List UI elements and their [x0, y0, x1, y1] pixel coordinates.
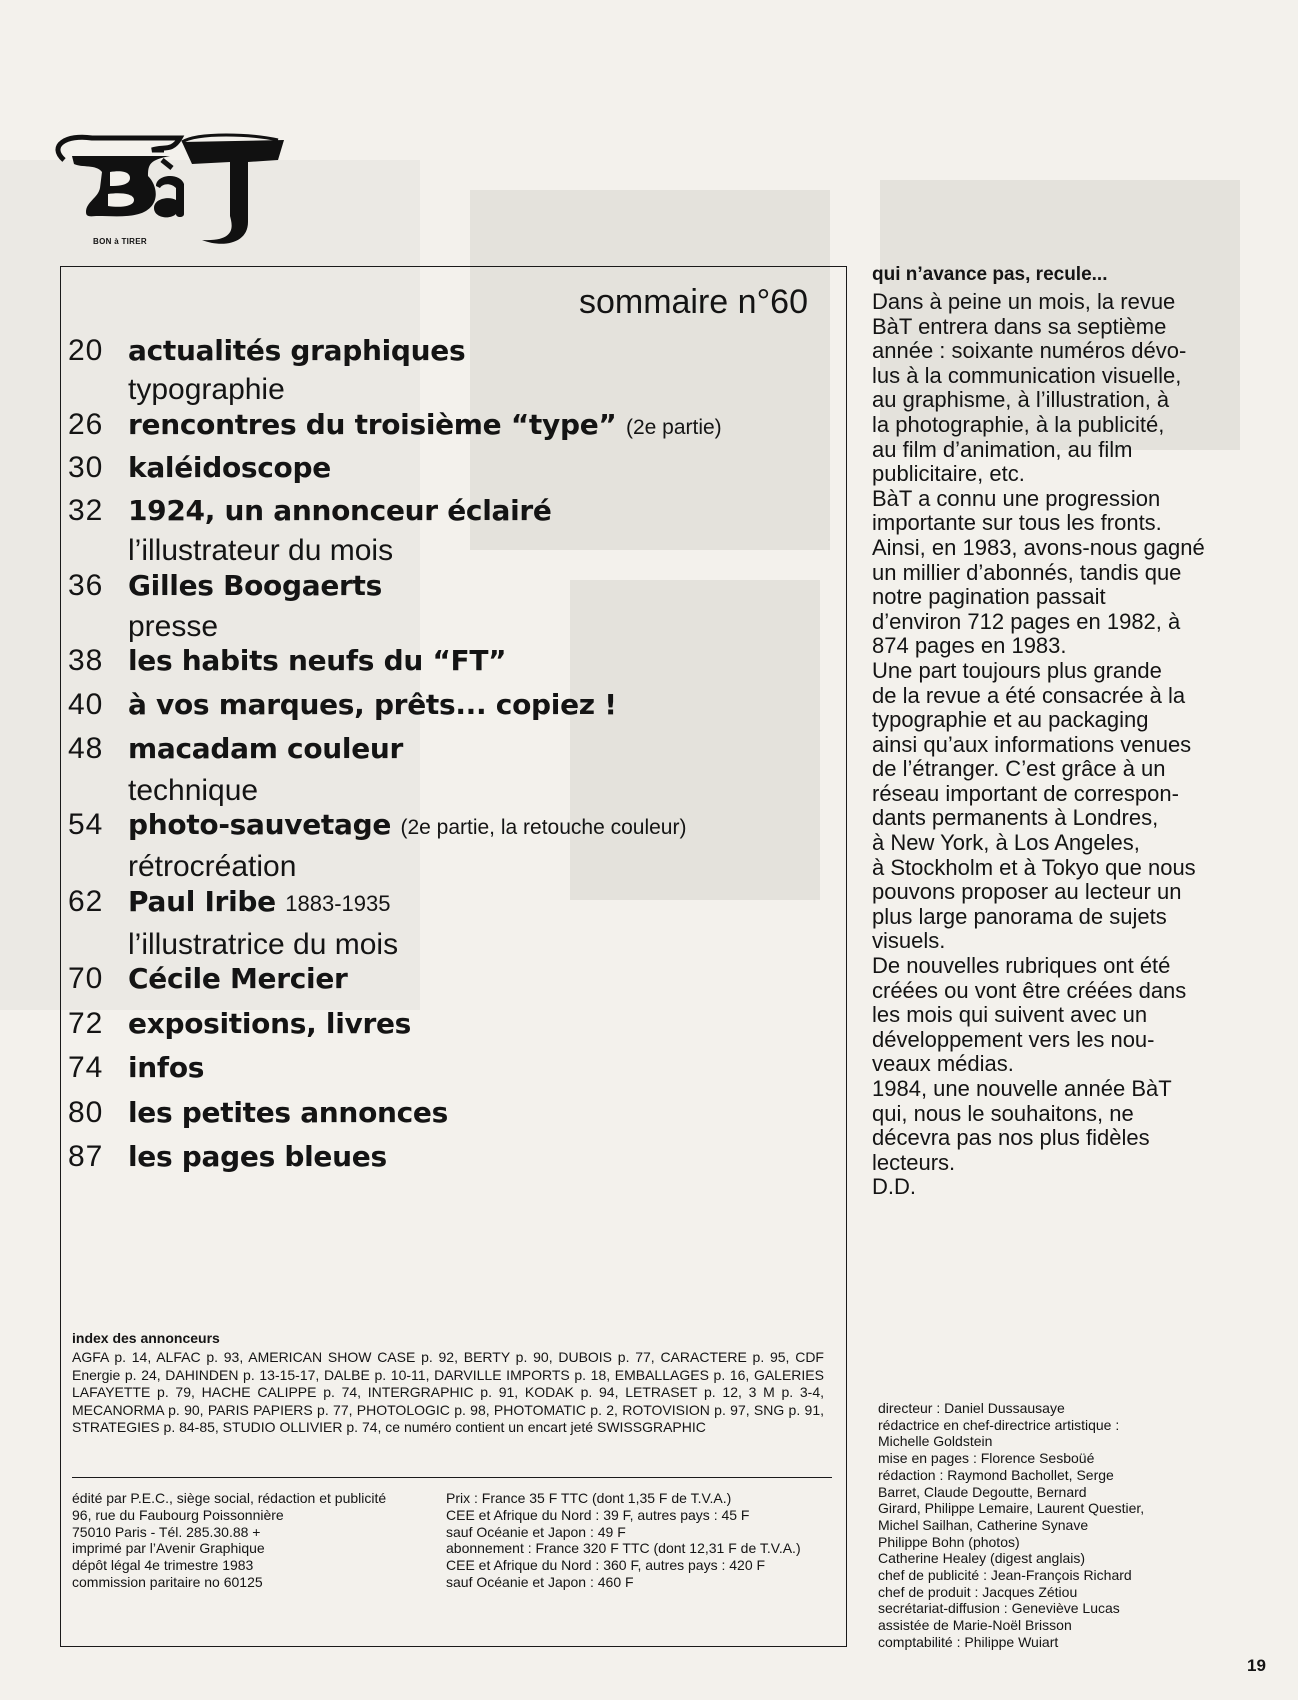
toc-page-number: 38 [68, 644, 104, 677]
toc-entry-title: les pages bleues [128, 1140, 387, 1173]
editorial-line: BàT entrera dans sa septième [872, 313, 1167, 339]
editorial-line: notre pagination passait [872, 584, 1106, 610]
page-number: 19 [1247, 1656, 1266, 1675]
toc-entry [68, 331, 838, 371]
toc-page-number: 72 [68, 1007, 104, 1040]
toc-entry-title: 1924, un annonceur éclairé [128, 494, 552, 527]
toc-page-number: 62 [68, 885, 104, 918]
toc-title: sommaire n°60 [578, 283, 808, 321]
editorial-line: à New York, à Los Angeles, [872, 830, 1140, 856]
staff-line: rédactrice en chef-directrice artistique : [878, 1416, 1120, 1433]
editorial-line: Ainsi, en 1983, avons-nous gagné [872, 534, 1205, 560]
editorial-line: typographie et au packaging [872, 707, 1149, 733]
toc-entry [68, 805, 838, 845]
staff-line: chef de publicité : Jean-François Richard [878, 1567, 1132, 1584]
price-info [446, 1490, 801, 1591]
editorial-line: qui, nous le souhaitons, ne [872, 1100, 1134, 1126]
toc-entry [68, 959, 838, 999]
staff-line: mise en pages : Florence Sesboüé [878, 1450, 1095, 1467]
publisher-info [72, 1490, 386, 1591]
editorial-line: au graphisme, à l’illustration, à [872, 387, 1170, 413]
editorial-line: visuels. [872, 928, 946, 954]
toc-category: typographie [128, 373, 285, 406]
editorial-body [872, 290, 1270, 1200]
staff-line: rédaction : Raymond Bachollet, Serge [878, 1466, 1114, 1483]
editorial-line: De nouvelles rubriques ont été [872, 953, 1171, 979]
editorial-line: ainsi qu’aux informations venues [872, 731, 1192, 757]
editorial-line: lus à la communication visuelle, [872, 362, 1182, 388]
editorial-line: développement vers les nou- [872, 1026, 1155, 1052]
publisher-line: dépôt légal 4e trimestre 1983 [72, 1557, 254, 1574]
toc-page-number: 32 [68, 494, 104, 527]
editorial-line: dants permanents à Londres, [872, 805, 1159, 831]
editorial-line: plus large panorama de sujets [872, 903, 1167, 929]
price-line: CEE et Afrique du Nord : 39 F, autres pays : 45 F [446, 1506, 750, 1523]
toc-entry-title: les petites annonces [128, 1096, 448, 1129]
toc-entry [68, 566, 838, 606]
editorial-line: Une part toujours plus grande [872, 657, 1162, 683]
toc-entry-title: infos [128, 1051, 205, 1084]
publisher-line: édité par P.E.C., siège social, rédaction et publicité [72, 1490, 387, 1506]
editorial-line: pouvons proposer au lecteur un [872, 879, 1182, 905]
editorial-line: publicitaire, etc. [872, 461, 1025, 487]
editorial-line: BàT a connu une progression [872, 485, 1161, 511]
staff-credits [878, 1400, 1144, 1651]
toc-entry-title: rencontres du troisième “type” [128, 408, 617, 441]
toc-entry [68, 405, 838, 445]
toc-category: technique [128, 774, 259, 807]
publisher-line: 75010 Paris - Tél. 285.30.88 + [72, 1523, 261, 1540]
toc-page-number: 36 [68, 569, 104, 602]
toc-page-number: 26 [68, 408, 104, 441]
toc-entry [68, 1048, 838, 1088]
publisher-line: 96, rue du Faubourg Poissonnière [72, 1506, 284, 1523]
toc-entry-title: les habits neufs du “FT” [128, 644, 507, 677]
table-of-contents-box [60, 266, 847, 1647]
toc-entry-title: kaléidoscope [128, 451, 331, 484]
staff-line: Catherine Healey (digest anglais) [878, 1550, 1085, 1567]
editorial-line: 1984, une nouvelle année BàT [872, 1076, 1172, 1101]
toc-page-number: 74 [68, 1051, 104, 1084]
staff-line: assistée de Marie-Noël Brisson [878, 1617, 1072, 1634]
toc-category: l’illustratrice du mois [128, 928, 399, 961]
editorial-line: décevra pas nos plus fidèles [872, 1125, 1150, 1151]
toc-entry [68, 882, 838, 922]
price-line: CEE et Afrique du Nord : 360 F, autres pays : 420 F [446, 1557, 766, 1574]
editorial-line: un millier d’abonnés, tandis que [872, 559, 1182, 585]
price-line: sauf Océanie et Japon : 460 F [446, 1573, 634, 1590]
toc-entry-title: photo-sauvetage [128, 808, 392, 841]
toc-page-number: 30 [68, 451, 104, 484]
editorial-line: Dans à peine un mois, la revue [872, 289, 1176, 314]
toc-category: presse [128, 610, 219, 643]
editorial-line: à Stockholm et à Tokyo que nous [872, 854, 1196, 880]
toc-entry-note: (2e partie) [625, 416, 722, 439]
toc-page-number: 54 [68, 808, 104, 841]
toc-page-number: 40 [68, 688, 104, 721]
toc-page-number: 70 [68, 962, 104, 995]
toc-entry [68, 1004, 838, 1044]
editorial-line: année : soixante numéros dévo- [872, 338, 1187, 364]
price-line: abonnement : France 320 F TTC (dont 12,31 F de T.V.A.) [446, 1540, 801, 1557]
toc-entry [68, 491, 838, 531]
toc-entry [68, 685, 838, 725]
staff-line: Michel Sailhan, Catherine Synave [878, 1516, 1089, 1533]
editorial-line: de l’étranger. C’est grâce à un [872, 756, 1166, 782]
logo-subtitle: BON à TIRER [93, 237, 147, 246]
toc-entry-title: Gilles Boogaerts [128, 569, 382, 602]
toc-entry-note: (2e partie, la retouche couleur) [400, 816, 687, 839]
toc-category: l’illustrateur du mois [128, 534, 394, 567]
editorial-line: la photographie, à la publicité, [872, 411, 1165, 437]
advertisers-index-text: AGFA p. 14, ALFAC p. 93, AMERICAN SHOW CASE p. 92, BERTY p. 90, DUBOIS p. 77, CARACTERE p. 95, CDF Energie p. 24, DAHINDEN p. 13-15-17, DALBE p. 10-11, DARVILLE IMPORTS p. 18, EMBALLAGES p. 16, GALERIES LAFAYETTE p. 79, HACHE CALIPPE p. 74, INTERGRAPHIC p. 91, KODAK p. 94, LETRASET p. 12, 3 M p. 3-4, MECANORMA p. 90, PARIS PAPIERS p. 77, PHOTOLOGIC p. 98, PHOTOMATIC p. 2, ROTOVISION p. 97, SNG p. 91, STRATEGIES p. 84-85, STUDIO OLLIVIER p. 74, ce numéro contient un encart jeté SWISSGRAPHIC [72, 1349, 824, 1436]
price-line: sauf Océanie et Japon : 49 F [446, 1523, 626, 1540]
editorial-line: lecteurs. [872, 1149, 956, 1175]
toc-entry-title: macadam couleur [128, 732, 404, 765]
toc-category: rétrocréation [128, 850, 297, 883]
toc-entry [68, 1137, 838, 1177]
staff-line: secrétariat-diffusion : Geneviève Lucas [878, 1600, 1120, 1617]
editorial-line: au film d’animation, au film [872, 436, 1133, 462]
staff-line: directeur : Daniel Dussausaye [878, 1400, 1065, 1416]
bat-logo-graphic [52, 132, 284, 250]
editorial-line: d’environ 712 pages en 1982, à [872, 608, 1181, 634]
toc-page-number: 20 [68, 334, 104, 367]
toc-page-number: 80 [68, 1096, 104, 1129]
editorial-signature: D.D. [872, 1174, 916, 1200]
toc-entry [68, 729, 838, 769]
editorial-line: 874 pages en 1983. [872, 633, 1067, 659]
staff-line: Girard, Philippe Lemaire, Laurent Questier, [878, 1500, 1145, 1517]
staff-line: chef de produit : Jacques Zétiou [878, 1583, 1078, 1600]
toc-page-number: 48 [68, 732, 104, 765]
staff-line: Barret, Claude Degoutte, Bernard [878, 1483, 1087, 1500]
toc-entry-title: à vos marques, prêts... copiez ! [128, 688, 617, 721]
editorial-line: les mois qui suivent avec un [872, 1002, 1148, 1028]
staff-line: Philippe Bohn (photos) [878, 1533, 1020, 1550]
bat-logo [52, 132, 284, 250]
toc-entry-title: expositions, livres [128, 1007, 412, 1040]
publisher-line: imprimé par l’Avenir Graphique [72, 1540, 265, 1557]
editorial-line: de la revue a été consacrée à la [872, 682, 1186, 708]
editorial-line: réseau important de correspon- [872, 780, 1179, 806]
toc-entry [68, 641, 838, 681]
editorial-line: veaux médias. [872, 1051, 1014, 1077]
toc-entry [68, 448, 838, 488]
staff-line: comptabilité : Philippe Wuiart [878, 1633, 1059, 1650]
editorial-line: importante sur tous les fronts. [872, 510, 1162, 536]
toc-entry-title: Paul Iribe [128, 885, 276, 918]
toc-entry-note: 1883-1935 [285, 891, 391, 916]
toc-page-number: 87 [68, 1140, 104, 1173]
editorial-line: créées ou vont être créées dans [872, 977, 1187, 1003]
staff-line: Michelle Goldstein [878, 1433, 993, 1450]
publisher-line: commission paritaire no 60125 [72, 1573, 263, 1590]
toc-entry-title: Cécile Mercier [128, 962, 348, 995]
divider-rule [72, 1477, 832, 1478]
toc-entry-title: actualités graphiques [128, 334, 466, 367]
editorial-headline: qui n’avance pas, recule... [872, 264, 1108, 285]
price-line: Prix : France 35 F TTC (dont 1,35 F de T.V.A.) [446, 1490, 732, 1506]
advertisers-index-title: index des annonceurs [72, 1330, 220, 1346]
toc-entry [68, 1093, 838, 1133]
